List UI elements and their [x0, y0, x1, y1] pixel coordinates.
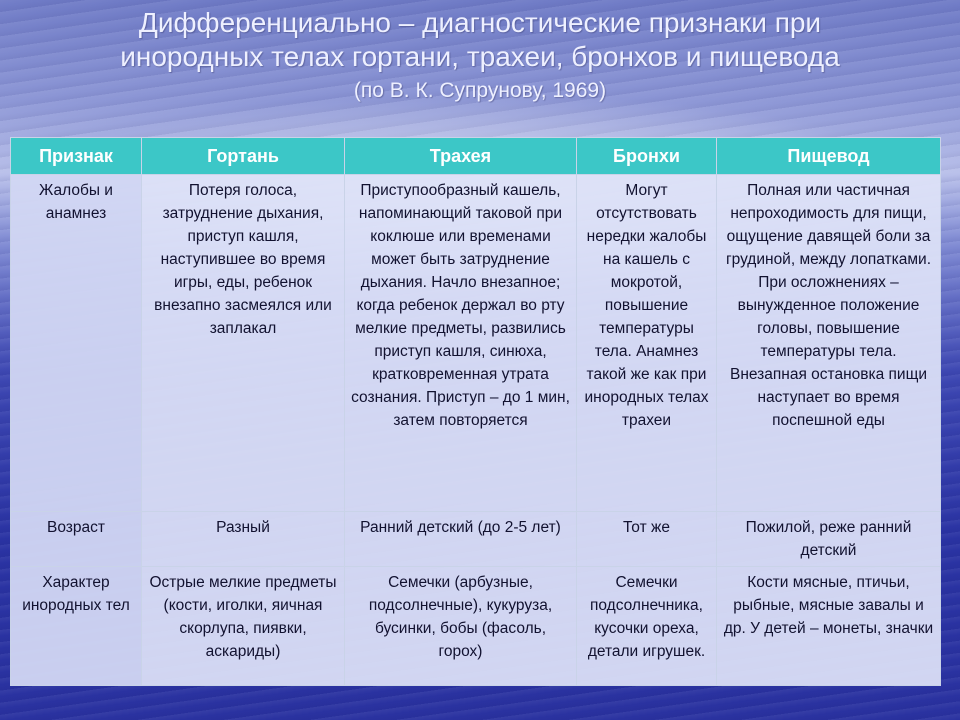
header-esophagus: Пищевод — [717, 138, 941, 175]
cell-bodies-larynx: Острые мелкие предметы (кости, иголки, яичная скорлупа, пиявки, аскариды) — [142, 567, 345, 686]
diagnostic-table — [10, 137, 941, 686]
title-line-2: инородных телах гортани, трахеи, бронхов и пищевода — [120, 41, 840, 72]
cell-age-bronchi: Тот же — [577, 512, 717, 567]
cell-bodies-label: Характер инородных тел — [11, 567, 142, 686]
cell-complaints-trachea: Приступообразный кашель, напоминающий таковой при коклюше или временами может быть затруднение дыхания. Начло внезапное; когда ребенок держал во рту мелкие предметы, развились приступ кашля, синюха, кратковременная утрата сознания. Приступ – до 1 мин, затем повторяется — [345, 175, 577, 512]
header-bronchi: Бронхи — [577, 138, 717, 175]
title-line-1: Дифференциально – диагностические признаки при — [138, 7, 822, 38]
header-sign: Признак — [11, 138, 142, 175]
title-source: (по В. К. Супрунову, 1969) — [353, 79, 607, 102]
table-row — [11, 175, 941, 512]
cell-bodies-trachea: Семечки (арбузные, подсолнечные), кукуруза, бусинки, бобы (фасоль, горох) — [345, 567, 577, 686]
header-larynx: Гортань — [142, 138, 345, 175]
table-header-row — [11, 138, 941, 175]
cell-age-trachea: Ранний детский (до 2-5 лет) — [345, 512, 577, 567]
table-row — [11, 512, 941, 567]
cell-complaints-larynx: Потеря голоса, затруднение дыхания, приступ кашля, наступившее во время игры, еды, ребенок внезапно засмеялся или заплакал — [142, 175, 345, 512]
cell-complaints-label: Жалобы и анамнез — [11, 175, 142, 512]
cell-age-esophagus: Пожилой, реже ранний детский — [717, 512, 941, 567]
header-trachea: Трахея — [345, 138, 577, 175]
cell-complaints-esophagus: Полная или частичная непроходимость для пищи, ощущение давящей боли за грудиной, между лопатками. При осложнениях – вынужденное положение головы, повышение температуры тела. Внезапная остановка пищи наступает во время поспешной еды — [717, 175, 941, 512]
cell-age-larynx: Разный — [142, 512, 345, 567]
cell-bodies-esophagus: Кости мясные, птичьи, рыбные, мясные завалы и др. У детей – монеты, значки — [717, 567, 941, 686]
table-row — [11, 567, 941, 686]
cell-complaints-bronchi: Могут отсутствовать нередки жалобы на кашель с мокротой, повышение температуры тела. Анамнез такой же как при инородных телах трахеи — [577, 175, 717, 512]
slide-title — [0, 6, 960, 105]
cell-bodies-bronchi: Семечки подсолнечника, кусочки ореха, детали игрушек. — [577, 567, 717, 686]
cell-age-label: Возраст — [11, 512, 142, 567]
